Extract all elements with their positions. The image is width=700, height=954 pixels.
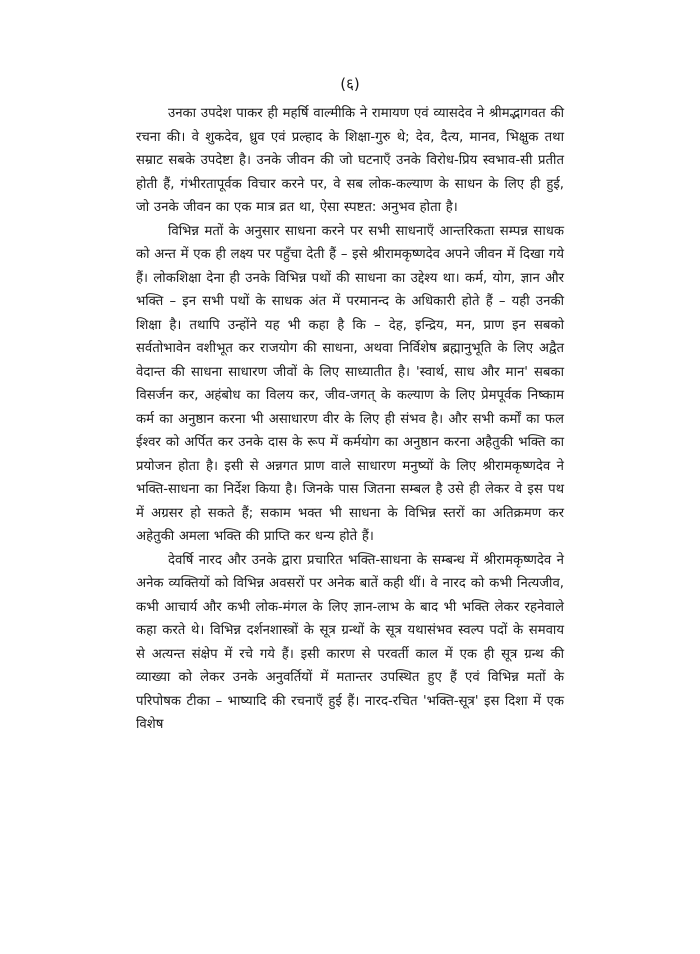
paragraph-3: देवर्षि नारद और उनके द्वारा प्रचारित भक्ति-साधना के सम्बन्ध में श्रीरामकृष्णदेव ने अनेक व्यक्तियों को विभिन्न अवसरों पर अनेक बातें कही थीं। वे नारद को कभी नित्यजीव, कभी आचार्य और कभी लोक-मंगल के लिए ज्ञान-लाभ के बाद भी भक्ति लेकर रहनेवाले कहा करते थे। विभिन्न दर्शनशास्त्रों के सूत्र ग्रन्थों के सूत्र यथासंभव स्वल्प पदों के समवाय से अत्यन्त संक्षेप में रचे गये हैं। इसी कारण से परवर्ती काल में एक ही सूत्र ग्रन्थ की व्याख्या को लेकर उनके अनुवर्तियों में मतान्तर उपस्थित हुए हैं एवं विभिन्न मतों के परिपोषक टीका – भाष्यादि की रचनाएँ हुई हैं। नारद-रचित 'भक्ति-सूत्र' इस दिशा में एक विशेष — [136, 552, 564, 732]
page-number: (६) — [340, 75, 360, 93]
paragraph-1: उनका उपदेश पाकर ही महर्षि वाल्मीकि ने रामायण एवं व्यासदेव ने श्रीमद्भागवत की रचना की। वे शुकदेव, ध्रुव एवं प्रल्हाद के शिक्षा-गुरु थे; देव, दैत्य, मानव, भिक्षुक तथा सम्राट सबके उपदेष्टा है। उनके जीवन की जो घटनाएँ उनके विरोध-प्रिय स्वभाव-सी प्रतीत होती हैं, गंभीरतापूर्वक विचार करने पर, वे सब लोक-कल्याण के साधन के लिए ही हुई, जो उनके जीवन का एक मात्र व्रत था, ऐसा स्पष्टत: अनुभव होता है। — [136, 106, 564, 215]
paragraph-2: विभिन्न मतों के अनुसार साधना करने पर सभी साधनाएँ आन्तरिकता सम्पन्न साधक को अन्त में एक ही लक्ष्य पर पहुँचा देती हैं – इसे श्रीरामकृष्णदेव अपने जीवन में दिखा गये हैं। लोकशिक्षा देना ही उनके विभिन्न पथों की साधना का उद्देश्य था। कर्म, योग, ज्ञान और भक्ति – इन सभी पथों के साधक अंत में परमानन्द के अधिकारी होते हैं – यही उनकी शिक्षा है। तथापि उन्होंने यह भी कहा है कि – देह, इन्द्रिय, मन, प्राण इन सबको सर्वतोभावेन वशीभूत कर राजयोग की साधना, अथवा निर्विशेष ब्रह्मानुभूति के लिए अद्वैत वेदान्त की साधना साधारण जीवों के लिए साध्यातीत है। 'स्वार्थ, साध और मान' सबका विसर्जन कर, अहंबोध का विलय कर, जीव-जगत् के कल्याण के लिए प्रेमपूर्वक निष्काम कर्म का अनुष्ठान करना भी असाधारण वीर के लिए ही संभव है। और सभी कर्मों का फल ईश्वर को अर्पित कर उनके दास के रूप में कर्मयोग का अनुष्ठान करना अहैतुकी भक्ति का प्रयोजन होता है। इसी से अन्नगत प्राण वाले साधारण मनुष्यों के लिए श्रीरामकृष्णदेव ने भक्ति-साधना का निर्देश किया है। जिनके पास जितना सम्बल है उसे ही लेकर वे इस पथ में अग्रसर हो सकते हैं; सकाम भक्त भी साधना के विभिन्न स्तरों का अतिक्रमण कर अहेतुकी अमला भक्ति की प्राप्ति कर धन्य होते हैं। — [136, 223, 564, 544]
